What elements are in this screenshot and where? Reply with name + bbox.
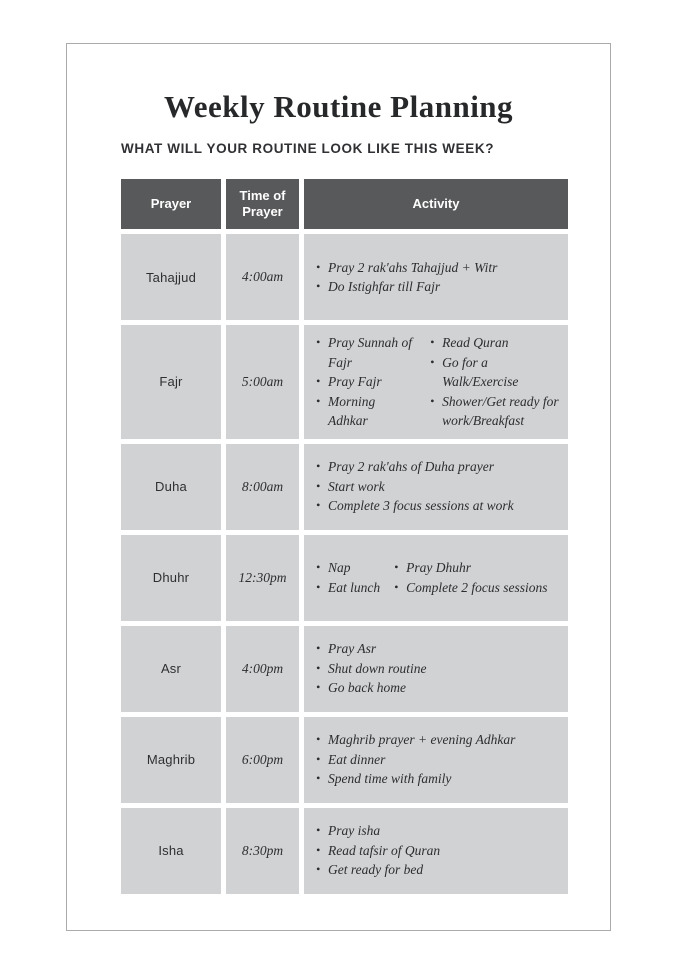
activity-item: • Complete 3 focus sessions at work [316, 496, 514, 516]
activity-cell [304, 325, 568, 439]
activity-item: • Pray Fajr [316, 372, 416, 392]
prayer-cell: Asr [121, 626, 221, 712]
activity-item: • Go for a Walk/Exercise [430, 353, 560, 392]
time-cell: 6:00pm [226, 717, 299, 803]
time-cell: 12:30pm [226, 535, 299, 621]
planner-page [66, 43, 611, 931]
table-row [121, 808, 568, 894]
activity-item: • Shut down routine [316, 659, 427, 679]
activity-item: • Eat lunch [316, 578, 380, 598]
activity-item: • Start work [316, 477, 514, 497]
activity-item: • Spend time with family [316, 769, 515, 789]
table-row [121, 325, 568, 439]
table-header-row [121, 179, 568, 229]
activity-cell [304, 444, 568, 530]
activity-item: • Get ready for bed [316, 860, 440, 880]
header-cell-activity: Activity [304, 179, 568, 229]
activity-item: • Complete 2 focus sessions [394, 578, 547, 598]
activity-cell [304, 535, 568, 621]
activity-item: • Do Istighfar till Fajr [316, 277, 497, 297]
activity-item: • Pray Asr [316, 639, 427, 659]
prayer-cell: Tahajjud [121, 234, 221, 320]
activity-list [316, 821, 440, 880]
activity-list [316, 333, 416, 431]
activity-cell [304, 626, 568, 712]
page-subtitle: WHAT WILL YOUR ROUTINE LOOK LIKE THIS WEEK? [121, 141, 495, 156]
activity-list [316, 730, 515, 789]
activity-item: • Pray Dhuhr [394, 558, 547, 578]
activity-list [316, 639, 427, 698]
activity-item: • Eat dinner [316, 750, 515, 770]
time-cell: 8:30pm [226, 808, 299, 894]
activity-cell [304, 717, 568, 803]
activity-item: • Pray 2 rak'ahs of Duha prayer [316, 457, 514, 477]
page-title: Weekly Routine Planning [163, 89, 514, 124]
table-row [121, 626, 568, 712]
activity-item: • Pray Sunnah of Fajr [316, 333, 416, 372]
prayer-cell: Duha [121, 444, 221, 530]
activity-item: • Morning Adhkar [316, 392, 416, 431]
activity-item: • Maghrib prayer + evening Adhkar [316, 730, 515, 750]
time-cell: 8:00am [226, 444, 299, 530]
time-cell: 5:00am [226, 325, 299, 439]
activity-list [394, 558, 547, 597]
prayer-cell: Dhuhr [121, 535, 221, 621]
header-cell-time: Time of Prayer [226, 179, 299, 229]
activity-list [430, 333, 560, 431]
prayer-cell: Isha [121, 808, 221, 894]
table-row [121, 234, 568, 320]
time-cell: 4:00am [226, 234, 299, 320]
table-row [121, 535, 568, 621]
activity-list [316, 457, 514, 516]
activity-item: • Go back home [316, 678, 427, 698]
activity-cell [304, 234, 568, 320]
activity-cell [304, 808, 568, 894]
table-body [121, 234, 568, 894]
activity-item: • Shower/Get ready for work/Breakfast [430, 392, 560, 431]
activity-list [316, 258, 497, 297]
table-row [121, 717, 568, 803]
activity-item: • Pray 2 rak'ahs Tahajjud + Witr [316, 258, 497, 278]
activity-item: • Nap [316, 558, 380, 578]
activity-list [316, 558, 380, 597]
activity-item: • Read tafsir of Quran [316, 841, 440, 861]
time-cell: 4:00pm [226, 626, 299, 712]
activity-item: • Read Quran [430, 333, 560, 353]
activity-item: • Pray isha [316, 821, 440, 841]
prayer-cell: Fajr [121, 325, 221, 439]
table-row [121, 444, 568, 530]
routine-table [121, 179, 568, 899]
prayer-cell: Maghrib [121, 717, 221, 803]
header-cell-prayer: Prayer [121, 179, 221, 229]
